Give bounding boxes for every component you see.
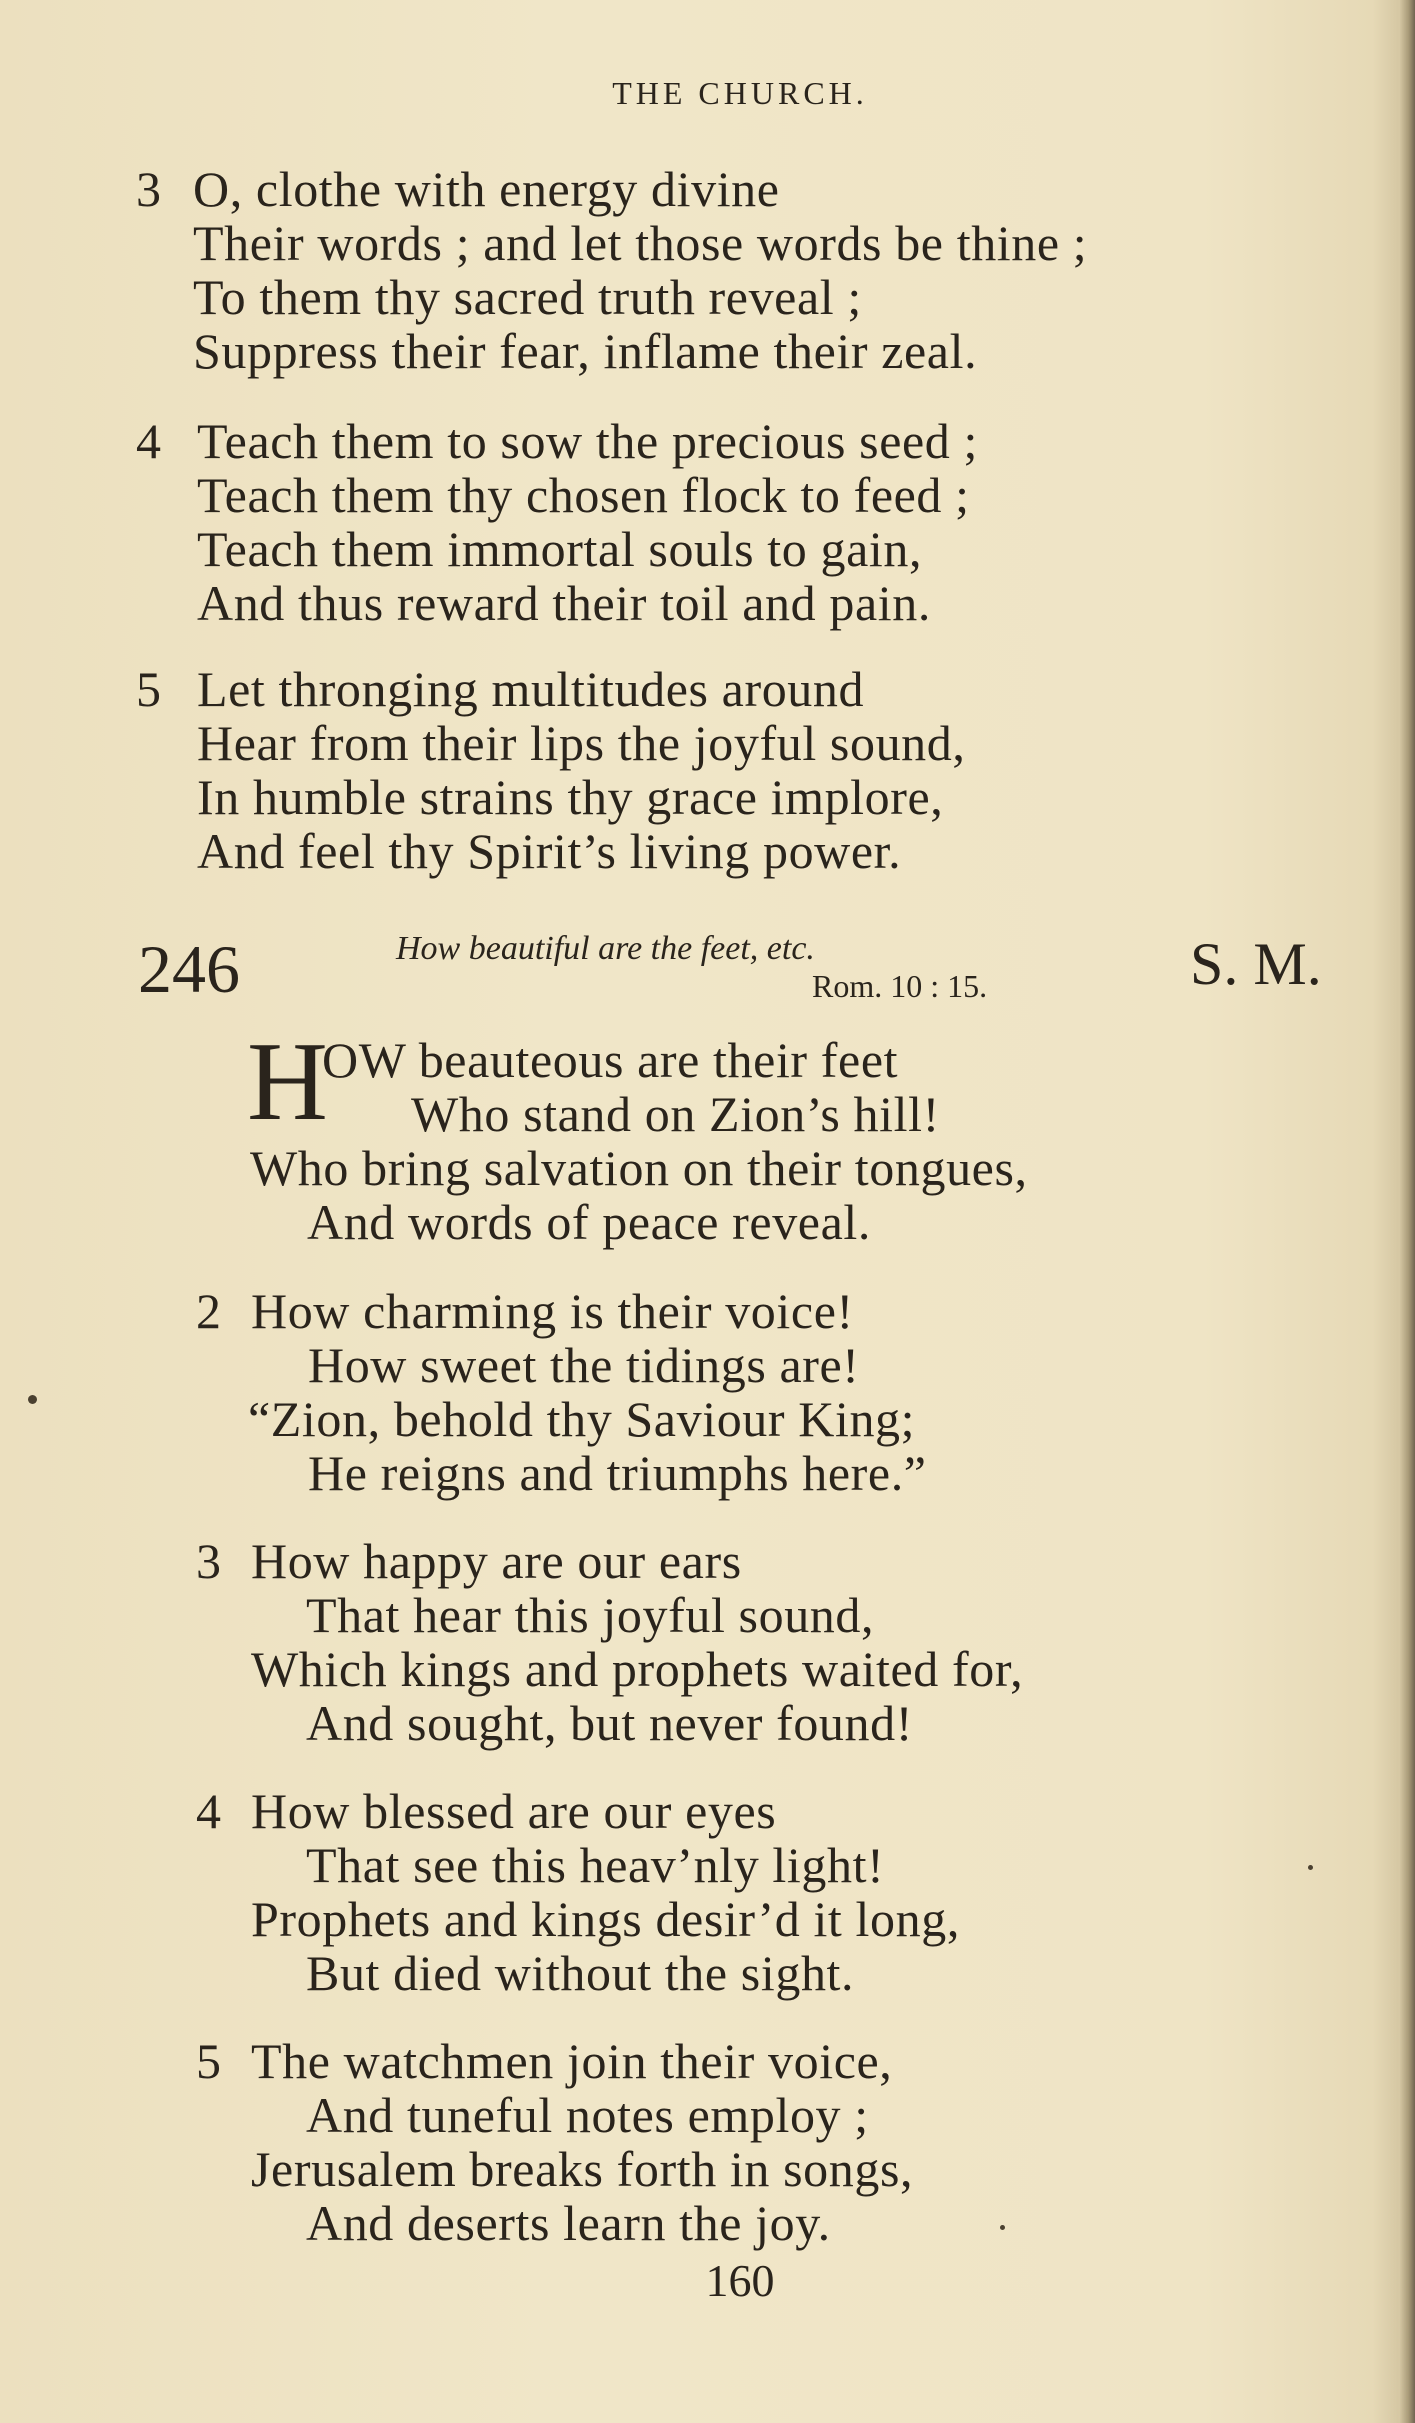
stanza-1	[250, 1033, 1028, 1249]
stanza-4	[196, 1784, 960, 2000]
stanza-line: Who bring salvation on their tongues,	[250, 1140, 1028, 1196]
stanza-line: Which kings and prophets waited for,	[251, 1641, 1024, 1697]
stanza-line: Prophets and kings desir’d it long,	[251, 1891, 960, 1947]
stanza-line: Hear from their lips the joyful sound,	[197, 715, 966, 771]
stanza-line: That hear this joyful sound,	[306, 1587, 875, 1643]
stanza-number: 5	[196, 2033, 222, 2089]
stanza-line: To them thy sacred truth reveal ;	[193, 269, 862, 325]
hymn-meter: S. M.	[1190, 931, 1322, 997]
stanza-line: Jerusalem breaks forth in songs,	[251, 2141, 914, 2197]
stanza-line: And tuneful notes employ ;	[306, 2087, 869, 2143]
stanza-line: That see this heav’nly light!	[306, 1837, 885, 1893]
stanza-line: OW beauteous are their feet	[322, 1032, 899, 1088]
page-edge	[1399, 0, 1415, 2423]
print-fleck	[1308, 1865, 1313, 1870]
page-number: 160	[705, 2255, 775, 2306]
stanza-line: In humble strains thy grace implore,	[197, 769, 944, 825]
stanza-number: 4	[136, 413, 162, 469]
stanza-line: He reigns and triumphs here.”	[308, 1445, 927, 1501]
stanza-line: Teach them to sow the precious seed ;	[197, 413, 978, 469]
print-fleck	[28, 1395, 37, 1404]
stanza-line: Teach them immortal souls to gain,	[197, 521, 923, 577]
stanza-line: Teach them thy chosen flock to feed ;	[197, 467, 970, 523]
stanza-line: How blessed are our eyes	[251, 1783, 777, 1839]
stanza-number: 3	[196, 1533, 222, 1589]
stanza-continued-5	[136, 662, 965, 878]
stanza-line: How sweet the tidings are!	[308, 1337, 860, 1393]
stanza-line: And sought, but never found!	[306, 1695, 913, 1751]
stanza-line: And deserts learn the joy.	[306, 2195, 831, 2251]
stanza-line: And words of peace reveal.	[307, 1194, 871, 1250]
stanza-line: Who stand on Zion’s hill!	[411, 1086, 940, 1142]
print-fleck	[1000, 2225, 1005, 2230]
stanza-line: Their words ; and let those words be thine ;	[193, 215, 1088, 271]
stanza-line: How happy are our ears	[251, 1533, 742, 1589]
stanza-number: 3	[136, 161, 162, 217]
stanza-line: “Zion, behold thy Saviour King;	[248, 1391, 916, 1447]
stanza-continued-3	[136, 162, 1087, 378]
stanza-number: 2	[196, 1283, 222, 1339]
stanza-line: Suppress their fear, inflame their zeal.	[193, 323, 978, 379]
stanza-5	[196, 2034, 913, 2250]
stanza-continued-4	[136, 414, 978, 630]
stanza-line: The watchmen join their voice,	[251, 2033, 893, 2089]
stanza-number: 4	[196, 1783, 222, 1839]
stanza-line: And feel thy Spirit’s living power.	[197, 823, 902, 879]
stanza-line: And thus reward their toil and pain.	[197, 575, 931, 631]
scripture-reference: Rom. 10 : 15.	[812, 968, 988, 1004]
hymn-title: How beautiful are the feet, etc.	[396, 930, 815, 967]
drop-cap: H	[247, 1020, 328, 1144]
stanza-2	[196, 1284, 927, 1500]
stanza-line: Let thronging multitudes around	[197, 661, 865, 717]
stanza-number: 5	[136, 661, 162, 717]
running-head: THE CHURCH.	[612, 75, 868, 111]
stanza-3	[196, 1534, 1023, 1750]
hymn-number: 246	[138, 931, 240, 1007]
stanza-line: O, clothe with energy divine	[193, 161, 780, 217]
stanza-line: How charming is their voice!	[251, 1283, 854, 1339]
stanza-line: But died without the sight.	[306, 1945, 855, 2001]
